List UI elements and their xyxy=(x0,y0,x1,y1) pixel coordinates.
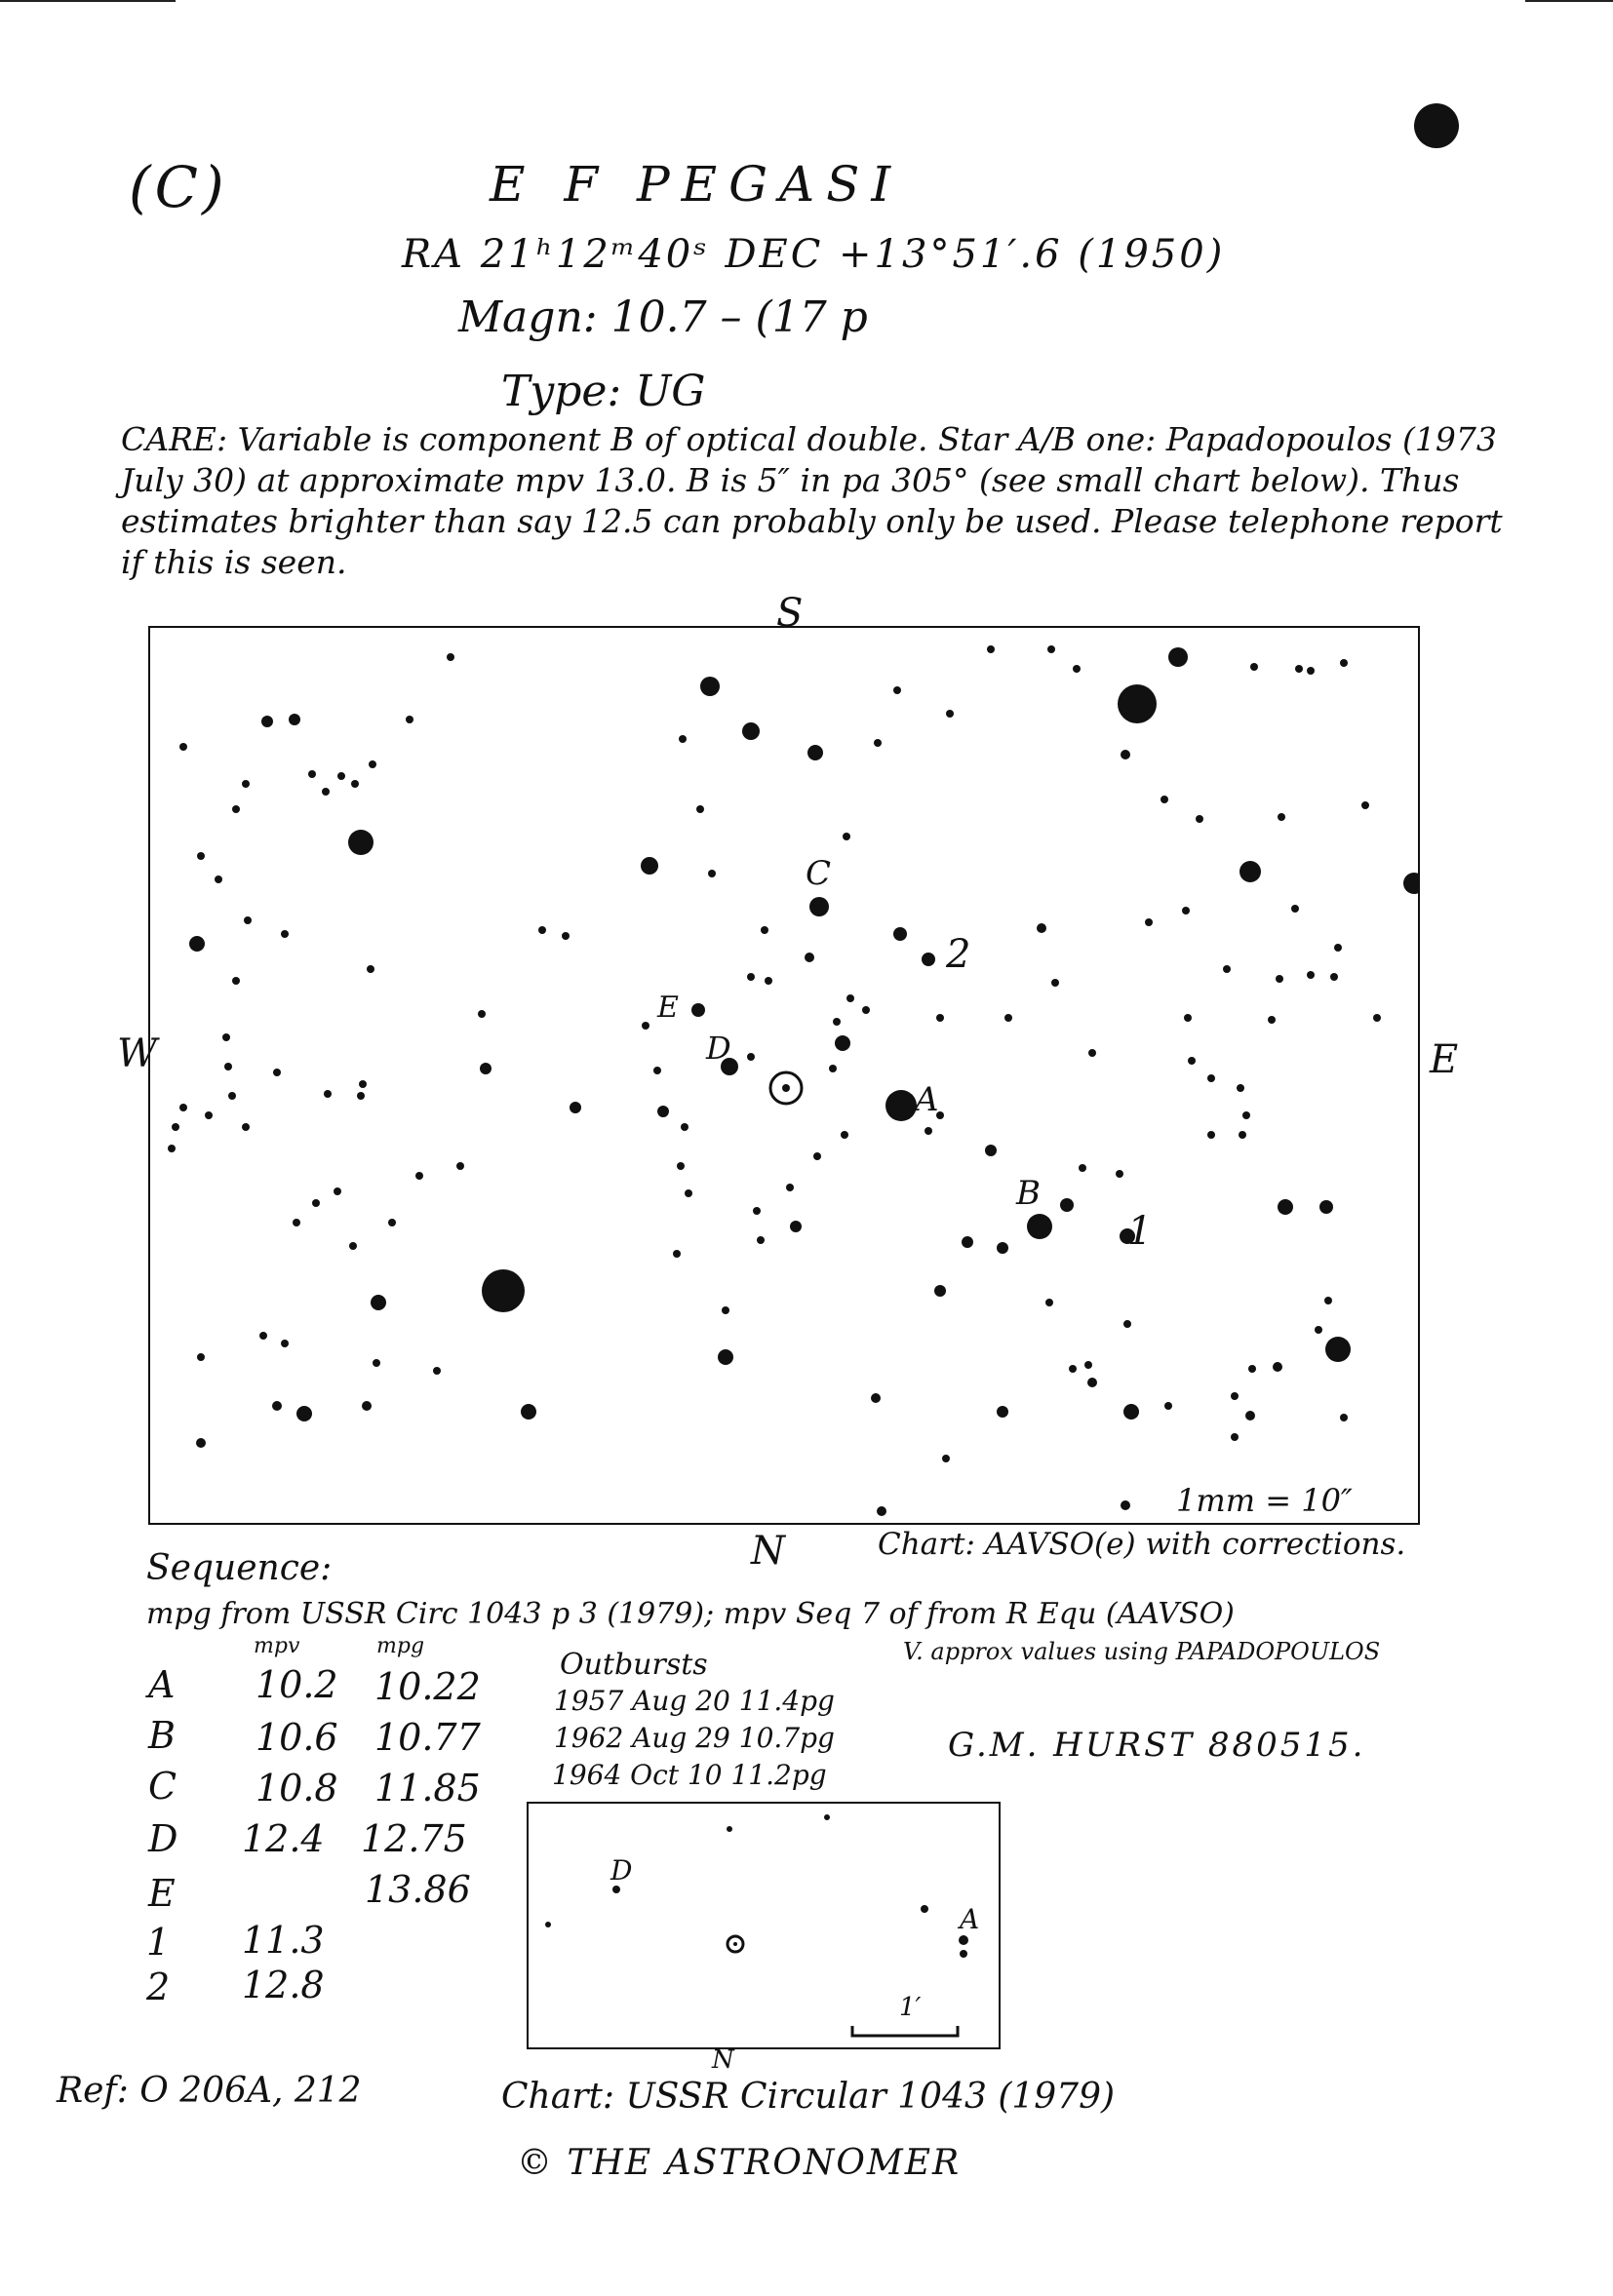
star-mark xyxy=(1088,1049,1096,1057)
star-mark xyxy=(761,926,768,934)
star-mark xyxy=(809,897,829,916)
chart-scale: 1mm = 10″ xyxy=(1176,1482,1353,1519)
star-mark xyxy=(1231,1433,1239,1441)
star-mark xyxy=(1145,918,1153,926)
star-mark xyxy=(641,857,658,875)
star-mark xyxy=(482,1269,525,1312)
star-mark xyxy=(874,739,882,747)
star-mark xyxy=(718,1349,733,1365)
star-mark xyxy=(222,1033,230,1041)
star-mark xyxy=(172,1123,179,1131)
star-mark xyxy=(685,1189,692,1197)
small-chart xyxy=(527,1802,1001,2049)
star-mark xyxy=(862,1006,870,1014)
star-mark xyxy=(921,1905,928,1913)
outburst-row: 1957 Aug 20 11.4pg xyxy=(554,1685,835,1717)
star-mark xyxy=(322,788,330,796)
star-mark xyxy=(334,1187,341,1195)
star-mark xyxy=(1268,1016,1276,1024)
star-mark xyxy=(1182,907,1190,915)
label-e: E xyxy=(657,991,679,1025)
star-mark xyxy=(805,953,814,962)
star-mark xyxy=(1276,975,1283,983)
star-mark xyxy=(722,1306,729,1314)
label-b: B xyxy=(1016,1174,1041,1213)
star-mark xyxy=(1223,965,1231,973)
star-mark xyxy=(357,1092,365,1100)
seq-star: A xyxy=(148,1663,176,1706)
star-mark xyxy=(1073,665,1081,673)
scan-edge-line-right xyxy=(1525,0,1613,2)
star-mark xyxy=(478,1010,486,1018)
star-mark xyxy=(369,760,376,768)
star-mark xyxy=(1307,667,1315,675)
star-mark xyxy=(179,1104,187,1111)
star-mark xyxy=(373,1359,380,1367)
star-mark xyxy=(1307,971,1315,979)
direction-west: W xyxy=(117,1031,158,1076)
star-mark xyxy=(673,1250,681,1258)
seq-star: C xyxy=(148,1765,177,1808)
seq-mpg: 10.77 xyxy=(374,1716,481,1759)
seq-mpv: 11.3 xyxy=(242,1919,325,1962)
star-mark xyxy=(349,1242,357,1250)
star-mark xyxy=(681,1123,688,1131)
star-mark xyxy=(942,1455,950,1462)
seq-mpv: 12.4 xyxy=(242,1817,325,1860)
star-mark xyxy=(997,1242,1008,1254)
star-mark xyxy=(348,830,374,855)
star-mark xyxy=(1045,1299,1053,1306)
star-mark xyxy=(324,1090,332,1098)
star-mark xyxy=(1161,796,1168,803)
seq-mpv: 10.2 xyxy=(256,1663,338,1706)
star-mark xyxy=(179,743,187,751)
star-mark xyxy=(1121,1500,1130,1510)
small-label-n: N xyxy=(712,2045,734,2075)
star-mark xyxy=(242,780,250,788)
star-mark xyxy=(388,1219,396,1226)
star-mark xyxy=(1291,905,1299,913)
star-mark xyxy=(415,1172,423,1180)
star-mark xyxy=(273,1069,281,1076)
star-mark xyxy=(925,1127,932,1135)
scale-bar xyxy=(852,2026,958,2036)
star-mark xyxy=(747,973,755,981)
star-mark xyxy=(987,645,995,653)
copyright: © THE ASTRONOMER xyxy=(517,2143,962,2183)
seq-star: 1 xyxy=(146,1921,171,1964)
star-mark xyxy=(538,926,546,934)
direction-south: S xyxy=(776,591,804,636)
star-mark xyxy=(757,1236,765,1244)
star-mark xyxy=(480,1063,492,1074)
star-mark xyxy=(1231,1392,1239,1400)
star-mark xyxy=(959,1935,968,1945)
star-mark xyxy=(197,852,205,860)
star-mark xyxy=(1315,1326,1322,1334)
star-mark xyxy=(1069,1365,1077,1373)
star-mark xyxy=(1184,1014,1192,1022)
star-mark xyxy=(447,653,454,661)
star-mark xyxy=(642,1022,649,1030)
star-mark xyxy=(747,1053,755,1061)
star-mark xyxy=(232,805,240,813)
star-mark xyxy=(1060,1198,1074,1212)
outburst-row: 1964 Oct 10 11.2pg xyxy=(552,1759,827,1791)
star-mark xyxy=(1121,750,1130,759)
star-name: E F PEGASI xyxy=(490,156,903,213)
star-mark xyxy=(1037,923,1046,933)
star-mark xyxy=(312,1199,320,1207)
star-mark xyxy=(786,1184,794,1191)
star-mark xyxy=(1004,1014,1012,1022)
small-chart-credit: Chart: USSR Circular 1043 (1979) xyxy=(501,2077,1116,2117)
small-label-d: D xyxy=(610,1854,633,1887)
label-d: D xyxy=(706,1030,731,1067)
sequence-title: Sequence: xyxy=(146,1548,333,1588)
sequence-source-note: V. approx values using PAPADOPOULOS xyxy=(903,1638,1381,1665)
star-mark xyxy=(677,1162,685,1170)
star-mark xyxy=(936,1014,944,1022)
star-mark xyxy=(691,1003,705,1017)
coordinates: RA 21ʰ12ᵐ40ˢ DEC +13°51′.6 (1950) xyxy=(402,232,1226,277)
star-mark xyxy=(1403,873,1418,894)
seq-mpv: 10.6 xyxy=(256,1716,338,1759)
star-mark xyxy=(1051,979,1059,987)
star-mark xyxy=(885,1090,917,1121)
seq-mpv: 10.8 xyxy=(256,1767,338,1810)
star-mark xyxy=(1207,1074,1215,1082)
star-mark xyxy=(1168,647,1188,667)
star-mark xyxy=(1250,663,1258,671)
star-mark xyxy=(871,1393,881,1403)
star-mark xyxy=(1123,1404,1139,1420)
star-mark xyxy=(934,1285,946,1297)
star-mark xyxy=(1248,1365,1256,1373)
star-mark xyxy=(742,722,760,740)
star-mark xyxy=(835,1035,850,1051)
seq-mpg: 13.86 xyxy=(365,1868,471,1911)
star-mark xyxy=(197,1353,205,1361)
small-star-field xyxy=(529,1804,999,2047)
star-mark xyxy=(261,716,273,727)
star-mark xyxy=(1239,861,1261,882)
star-mark xyxy=(570,1102,581,1113)
star-mark xyxy=(1237,1084,1244,1092)
star-mark xyxy=(922,953,935,966)
star-mark xyxy=(259,1332,267,1340)
star-mark xyxy=(362,1401,372,1411)
star-mark xyxy=(196,1438,206,1448)
star-mark xyxy=(1118,684,1157,723)
star-mark xyxy=(1164,1402,1172,1410)
star-mark xyxy=(232,977,240,985)
label-2: 2 xyxy=(946,932,971,977)
magnitude-range: Magn: 10.7 – (17 p xyxy=(458,292,868,342)
star-mark xyxy=(1361,801,1369,809)
variable-star-mark xyxy=(782,1084,790,1092)
star-mark xyxy=(224,1063,232,1070)
star-mark xyxy=(790,1221,802,1232)
star-mark xyxy=(272,1401,282,1411)
star-mark xyxy=(753,1207,761,1215)
star-mark xyxy=(807,745,823,760)
punch-hole-mark xyxy=(1414,103,1459,148)
star-mark xyxy=(1324,1297,1332,1304)
star-mark xyxy=(727,1826,732,1832)
sequence-source: mpg from USSR Circ 1043 p 3 (1979); mpv Seq 7 of from R Equ (AAVSO) xyxy=(146,1597,1235,1631)
star-mark xyxy=(843,833,850,840)
star-mark xyxy=(337,772,345,780)
star-mark xyxy=(189,936,205,952)
star-mark xyxy=(1079,1164,1086,1172)
star-mark xyxy=(946,710,954,718)
small-label-a: A xyxy=(960,1903,980,1935)
star-mark xyxy=(960,1950,967,1958)
direction-north: N xyxy=(751,1529,785,1574)
star-mark xyxy=(562,932,570,940)
star-field xyxy=(150,628,1418,1523)
star-mark xyxy=(846,994,854,1002)
star-mark xyxy=(456,1162,464,1170)
star-mark xyxy=(1334,944,1342,952)
section-label: (C) xyxy=(129,154,228,220)
label-1: 1 xyxy=(1127,1209,1153,1254)
star-mark xyxy=(289,714,300,725)
star-mark xyxy=(696,805,704,813)
star-mark xyxy=(1340,659,1348,667)
star-mark xyxy=(679,735,687,743)
star-mark xyxy=(1242,1111,1250,1119)
small-scale-label: 1′ xyxy=(899,1993,922,2022)
star-mark xyxy=(1325,1337,1351,1362)
star-mark xyxy=(359,1080,367,1088)
star-mark xyxy=(215,876,222,883)
star-mark xyxy=(833,1018,841,1026)
star-mark xyxy=(1330,973,1338,981)
star-mark xyxy=(612,1886,620,1893)
star-mark xyxy=(1340,1414,1348,1421)
star-mark xyxy=(824,1814,830,1820)
col-mpv: mpv xyxy=(254,1634,300,1658)
star-mark xyxy=(293,1219,300,1226)
star-mark xyxy=(1278,1199,1293,1215)
star-mark xyxy=(1273,1362,1282,1372)
seq-mpg: 12.75 xyxy=(361,1817,467,1860)
star-mark xyxy=(1373,1014,1381,1022)
star-mark xyxy=(244,916,252,924)
star-mark xyxy=(708,870,716,877)
outburst-row: 1962 Aug 29 10.7pg xyxy=(554,1722,835,1754)
star-mark xyxy=(1116,1170,1123,1178)
seq-mpg: 11.85 xyxy=(374,1767,481,1810)
star-mark xyxy=(1239,1131,1246,1139)
star-mark xyxy=(1027,1214,1052,1239)
star-mark xyxy=(242,1123,250,1131)
star-mark xyxy=(700,677,720,696)
star-mark xyxy=(308,770,316,778)
star-mark xyxy=(1245,1411,1255,1420)
star-mark xyxy=(893,686,901,694)
label-c: C xyxy=(806,854,832,893)
scan-edge-line-left xyxy=(0,0,176,2)
star-mark xyxy=(406,716,413,723)
seq-star: D xyxy=(148,1817,178,1860)
star-mark xyxy=(893,927,907,941)
star-mark xyxy=(765,977,772,985)
seq-mpv: 12.8 xyxy=(242,1964,325,2006)
col-mpg: mpg xyxy=(376,1634,425,1658)
star-mark xyxy=(1084,1361,1092,1369)
observer-signature: G.M. HURST 880515. xyxy=(948,1726,1366,1765)
seq-star: B xyxy=(148,1714,176,1757)
care-note: CARE: Variable is component B of optical double. Star A/B one: Papadopoulos (1973 July 30) at approximate mpv 13.0. B is 5″ in pa 305° (see small chart below). Thus estimates brighter than say 12.5 can probably only be used. Please telephone report if this is seen. xyxy=(121,420,1503,581)
star-mark xyxy=(985,1145,997,1156)
direction-east: E xyxy=(1430,1037,1459,1082)
variable-star-mark xyxy=(733,1942,737,1946)
star-mark xyxy=(1278,813,1285,821)
star-mark xyxy=(281,930,289,938)
star-mark xyxy=(1047,645,1055,653)
star-mark xyxy=(1319,1200,1333,1214)
star-mark xyxy=(1188,1057,1196,1065)
star-mark xyxy=(1295,665,1303,673)
star-mark xyxy=(1196,815,1203,823)
star-mark xyxy=(829,1065,837,1072)
star-mark xyxy=(877,1506,886,1516)
star-mark xyxy=(228,1092,236,1100)
star-mark xyxy=(205,1111,213,1119)
outbursts-title: Outbursts xyxy=(560,1648,708,1682)
star-mark xyxy=(168,1145,176,1152)
finder-chart xyxy=(148,626,1420,1525)
seq-star: E xyxy=(148,1872,176,1915)
reference: Ref: O 206A, 212 xyxy=(57,2071,362,2111)
seq-star: 2 xyxy=(146,1965,171,2008)
star-mark xyxy=(351,780,359,788)
star-mark xyxy=(657,1106,669,1117)
star-mark xyxy=(1087,1378,1097,1387)
star-mark xyxy=(841,1131,848,1139)
chart-credit: Chart: AAVSO(e) with corrections. xyxy=(878,1527,1406,1562)
star-mark xyxy=(813,1152,821,1160)
label-a: A xyxy=(915,1080,939,1119)
star-mark xyxy=(962,1236,973,1248)
star-mark xyxy=(521,1404,536,1420)
star-mark xyxy=(1207,1131,1215,1139)
star-mark xyxy=(997,1406,1008,1418)
star-mark xyxy=(371,1295,386,1310)
star-mark xyxy=(653,1067,661,1074)
seq-mpg: 10.22 xyxy=(374,1665,481,1708)
star-mark xyxy=(296,1406,312,1421)
star-mark xyxy=(367,965,374,973)
star-mark xyxy=(1123,1320,1131,1328)
variable-type: Type: UG xyxy=(501,367,706,416)
star-mark xyxy=(281,1340,289,1347)
star-mark xyxy=(545,1922,551,1927)
star-mark xyxy=(433,1367,441,1375)
